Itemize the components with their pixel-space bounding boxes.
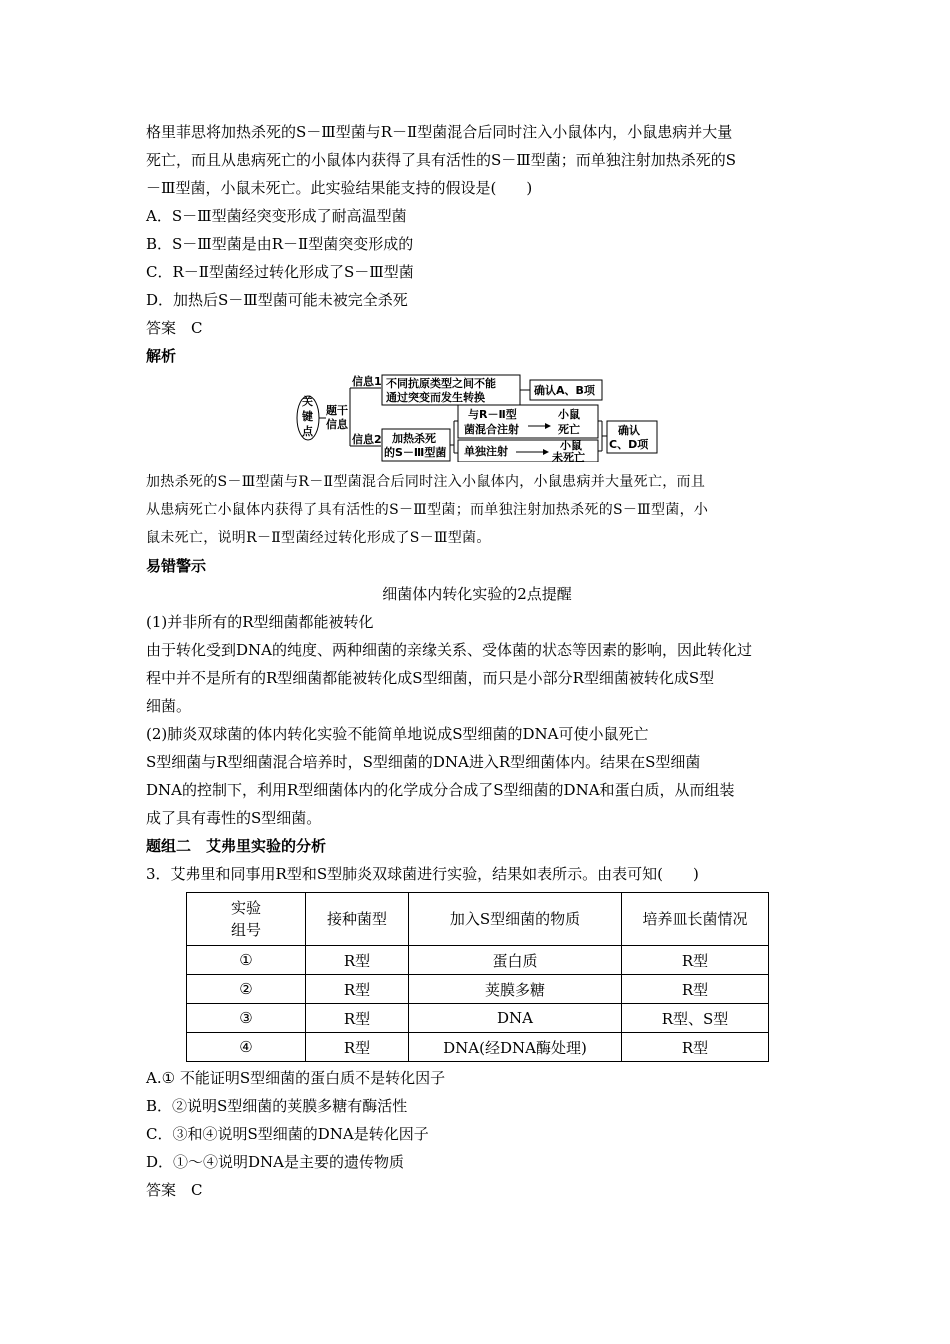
group2-heading: 题组二 艾弗里实验的分析 (146, 837, 327, 855)
experiment-table (186, 892, 769, 1062)
table-row: ① R型 蛋白质 R型 (187, 946, 769, 975)
info2-box-line-1: 加热杀死 (392, 432, 436, 445)
q2-answer: 答案 C (146, 319, 203, 337)
q3-option-c: C．③和④说明S型细菌的DNA是转化因子 (146, 1125, 429, 1143)
key-point-diagram (146, 374, 808, 462)
header-result: 培养皿长菌情况 (622, 893, 769, 946)
info1-label: 信息1 (352, 375, 382, 388)
info1-box-line-1: 不同抗原类型之间不能 (386, 377, 496, 390)
table-header-row (187, 893, 769, 946)
mixed-result-line-1: 小鼠 (558, 408, 580, 421)
q3-option-b: B．②说明S型细菌的荚膜多糖有酶活性 (146, 1097, 408, 1115)
q2-stem-3: －Ⅲ型菌，小鼠未死亡。此实验结果能支持的假设是( ) (146, 179, 533, 197)
explanation-2: 从患病死亡小鼠体内获得了具有活性的S－Ⅲ型菌；而单独注射加热杀死的S－Ⅲ型菌，小 (146, 502, 709, 518)
table-row: ③ R型 DNA R型、S型 (187, 1004, 769, 1033)
confirm-cd-line-1: 确认 (618, 424, 640, 437)
confirm-ab: 确认A、B项 (534, 384, 595, 397)
title-line-1: 题干 (326, 404, 348, 417)
title-line-2: 信息 (326, 418, 348, 431)
info1-box-line-2: 通过突变而发生转换 (386, 391, 485, 404)
key-char-2: 键 (302, 410, 313, 423)
header-group: 实验 组号 (187, 893, 306, 946)
q2-option-b: B．S－Ⅲ型菌是由R－Ⅱ型菌突变形成的 (146, 235, 414, 253)
single-result-line-2: 未死亡 (552, 451, 585, 462)
table-row: ② R型 荚膜多糖 R型 (187, 975, 769, 1004)
single-injection: 单独注射 (464, 445, 508, 458)
header-substance: 加入S型细菌的物质 (409, 893, 622, 946)
mixed-injection-line-1: 与R－Ⅱ型 (468, 408, 517, 421)
warning-p2-title: (2)肺炎双球菌的体内转化实验不能简单地说成S型细菌的DNA可使小鼠死亡 (146, 725, 649, 743)
key-char-3: 点 (302, 425, 313, 438)
q2-option-a: A．S－Ⅲ型菌经突变形成了耐高温型菌 (146, 207, 407, 225)
warning-p1-line-3: 细菌。 (146, 697, 192, 715)
q3-answer: 答案 C (146, 1181, 203, 1199)
explanation-3: 鼠未死亡，说明R－Ⅱ型菌经过转化形成了S－Ⅲ型菌。 (146, 530, 491, 546)
explanation-1: 加热杀死的S－Ⅲ型菌与R－Ⅱ型菌混合后同时注入小鼠体内，小鼠患病并大量死亡，而且 (146, 474, 706, 490)
warning-p2-line-3: 成了具有毒性的S型细菌。 (146, 809, 322, 827)
warning-p1-line-2: 程中并不是所有的R型细菌都能被转化成S型细菌，而只是小部分R型细菌被转化成S型 (146, 669, 715, 687)
warning-p2-line-1: S型细菌与R型细菌混合培养时，S型细菌的DNA进入R型细菌体内。结果在S型细菌 (146, 753, 701, 771)
q3-option-d: D．①～④说明DNA是主要的遗传物质 (146, 1153, 405, 1171)
q2-analysis-label: 解析 (146, 347, 177, 365)
info2-label: 信息2 (352, 433, 382, 446)
header-strain: 接种菌型 (306, 893, 409, 946)
q2-option-c: C．R－Ⅱ型菌经过转化形成了S－Ⅲ型菌 (146, 263, 414, 281)
q2-stem-1: 格里菲思将加热杀死的S－Ⅲ型菌与R－Ⅱ型菌混合后同时注入小鼠体内，小鼠患病并大量 (146, 123, 733, 141)
page (146, 118, 808, 1204)
mixed-result-line-2: 死亡 (558, 423, 580, 436)
diagram-svg (296, 374, 666, 462)
warning-p1-title: (1)并非所有的R型细菌都能被转化 (146, 613, 374, 631)
confirm-cd-line-2: C、D项 (609, 438, 649, 451)
q2-stem-2: 死亡，而且从患病死亡的小鼠体内获得了具有活性的S－Ⅲ型菌；而单独注射加热杀死的S (146, 151, 737, 169)
warning-p1-line-1: 由于转化受到DNA的纯度、两种细菌的亲缘关系、受体菌的状态等因素的影响，因此转化过 (146, 641, 752, 659)
warning-heading: 易错警示 (146, 557, 207, 575)
q3-stem: 3．艾弗里和同事用R型和S型肺炎双球菌进行实验，结果如表所示。由表可知( ) (146, 865, 699, 883)
q3-option-a: A.① 不能证明S型细菌的蛋白质不是转化因子 (146, 1069, 446, 1087)
info2-box-line-2: 的S－Ⅲ型菌 (384, 446, 447, 459)
key-char-1: 关 (302, 395, 313, 408)
q2-option-d: D．加热后S－Ⅲ型菌可能未被完全杀死 (146, 291, 408, 309)
mixed-injection-line-2: 菌混合注射 (464, 423, 519, 436)
warning-p2-line-2: DNA的控制下，利用R型细菌体内的化学成分合成了S型细菌的DNA和蛋白质，从而组装 (146, 781, 735, 799)
table-row: ④ R型 DNA(经DNA酶处理) R型 (187, 1033, 769, 1062)
single-result-line-1: 小鼠 (560, 439, 582, 452)
warning-title: 细菌体内转化实验的2点提醒 (382, 585, 572, 603)
